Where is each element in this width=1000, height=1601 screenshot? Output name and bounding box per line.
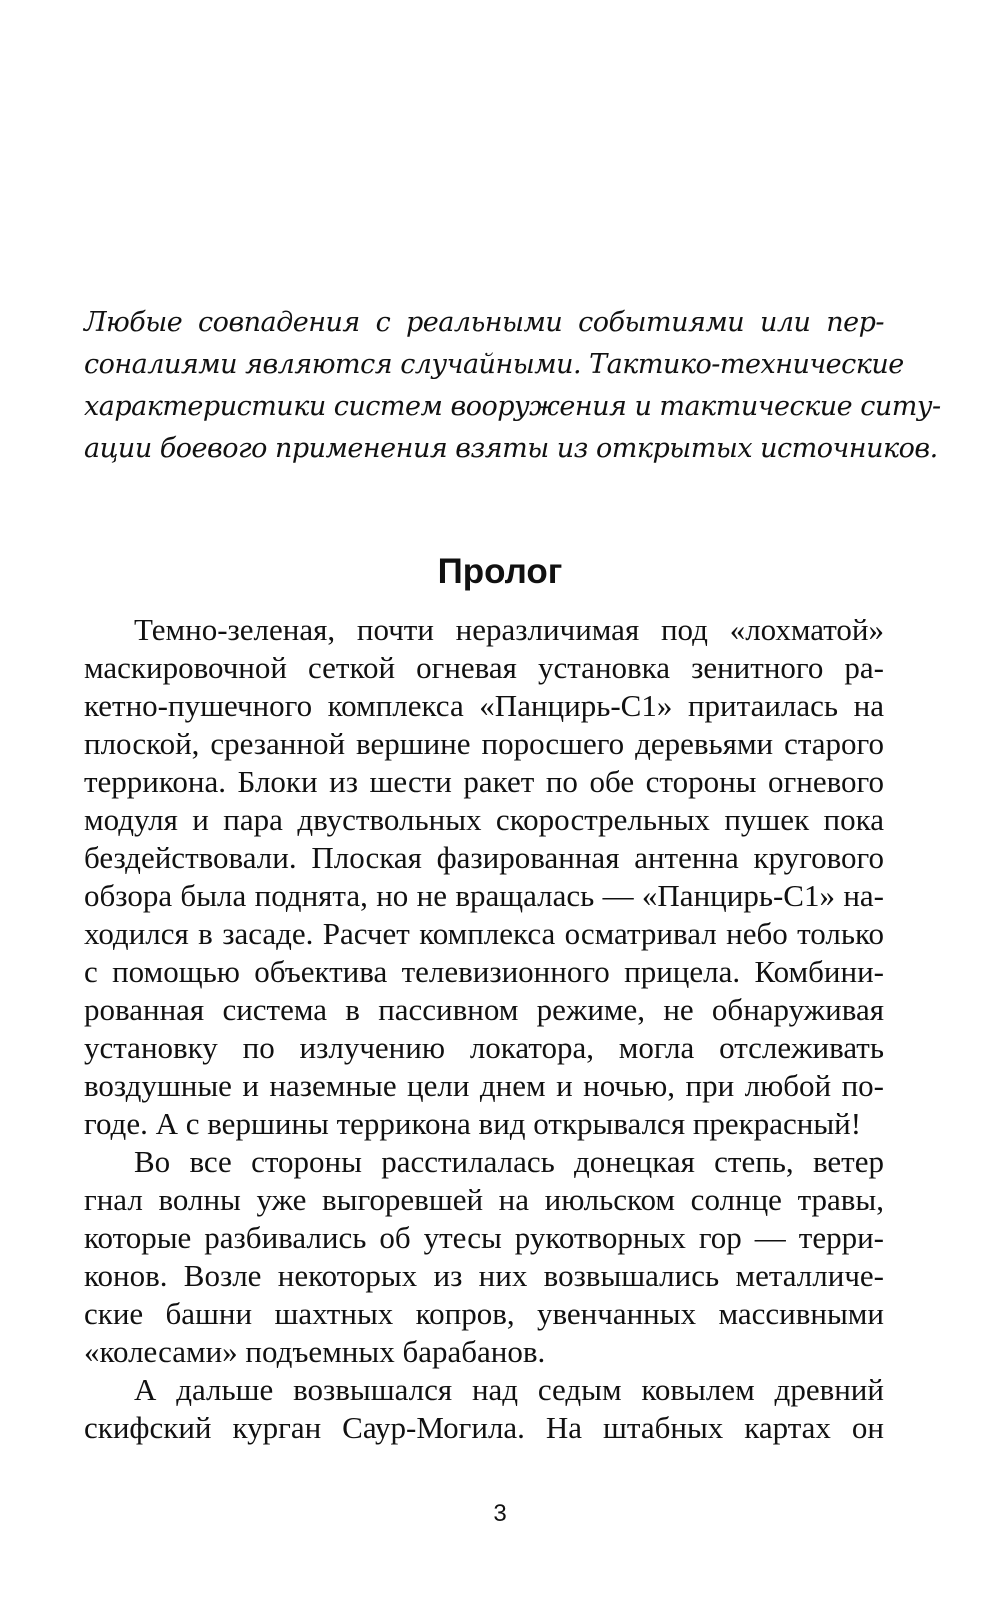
text-line: А дальше возвышался над седым ковылем древний <box>134 1372 884 1407</box>
text-line: Темно-зеленая, почти неразличимая под «лохматой» <box>134 612 884 647</box>
disclaimer-line: характеристики систем вооружения и тактические ситу- <box>84 391 941 422</box>
text-line: рованная система в пассивном режиме, не обнаруживая <box>84 992 884 1027</box>
text-line: которые разбивались об утесы рукотворных гор — терри- <box>84 1220 884 1255</box>
text-line: бездействовали. Плоская фазированная антенна кругового <box>84 840 884 875</box>
text-line: Во все стороны расстилалась донецкая степь, ветер <box>134 1144 884 1179</box>
text-line: гнал волны уже выгоревшей на июльском солнце травы, <box>84 1182 884 1217</box>
text-line: с помощью объектива телевизионного прицела. Комбини- <box>84 954 884 989</box>
text-line: годе. А с вершины террикона вид открывался прекрасный! <box>84 1106 862 1141</box>
text-line: скифский курган Саур-Могила. На штабных картах он <box>84 1410 884 1445</box>
text-line: обзора была поднята, но не вращалась — «Панцирь-С1» на- <box>84 878 884 913</box>
text-line: «колесами» подъемных барабанов. <box>84 1334 546 1369</box>
text-line: воздушные и наземные цели днем и ночью, при любой по- <box>84 1068 884 1103</box>
text-line: модуля и пара двуствольных скорострельных пушек пока <box>84 802 884 837</box>
page-number: 3 <box>493 1500 507 1527</box>
text-line: плоской, срезанной вершине поросшего деревьями старого <box>84 726 884 761</box>
text-line: ские башни шахтных копров, увенчанных массивными <box>84 1296 884 1331</box>
disclaimer-line: соналиями являются случайными. Тактико-технические <box>84 349 904 380</box>
text-line: установку по излучению локатора, могла отслеживать <box>84 1030 884 1065</box>
text-line: террикона. Блоки из шести ракет по обе стороны огневого <box>84 764 884 799</box>
text-line: конов. Возле некоторых из них возвышались металличе- <box>84 1258 884 1293</box>
text-line: ходился в засаде. Расчет комплекса осматривал небо только <box>84 916 884 951</box>
chapter-title: Пролог <box>437 552 563 591</box>
disclaimer-line: Любые совпадения с реальными событиями или пер- <box>84 307 884 338</box>
disclaimer-line: ации боевого применения взяты из открытых источников. <box>84 433 938 464</box>
text-line: маскировочной сеткой огневая установка зенитного ра- <box>84 650 884 685</box>
text-line: кетно-пушечного комплекса «Панцирь-С1» притаилась на <box>84 688 884 723</box>
